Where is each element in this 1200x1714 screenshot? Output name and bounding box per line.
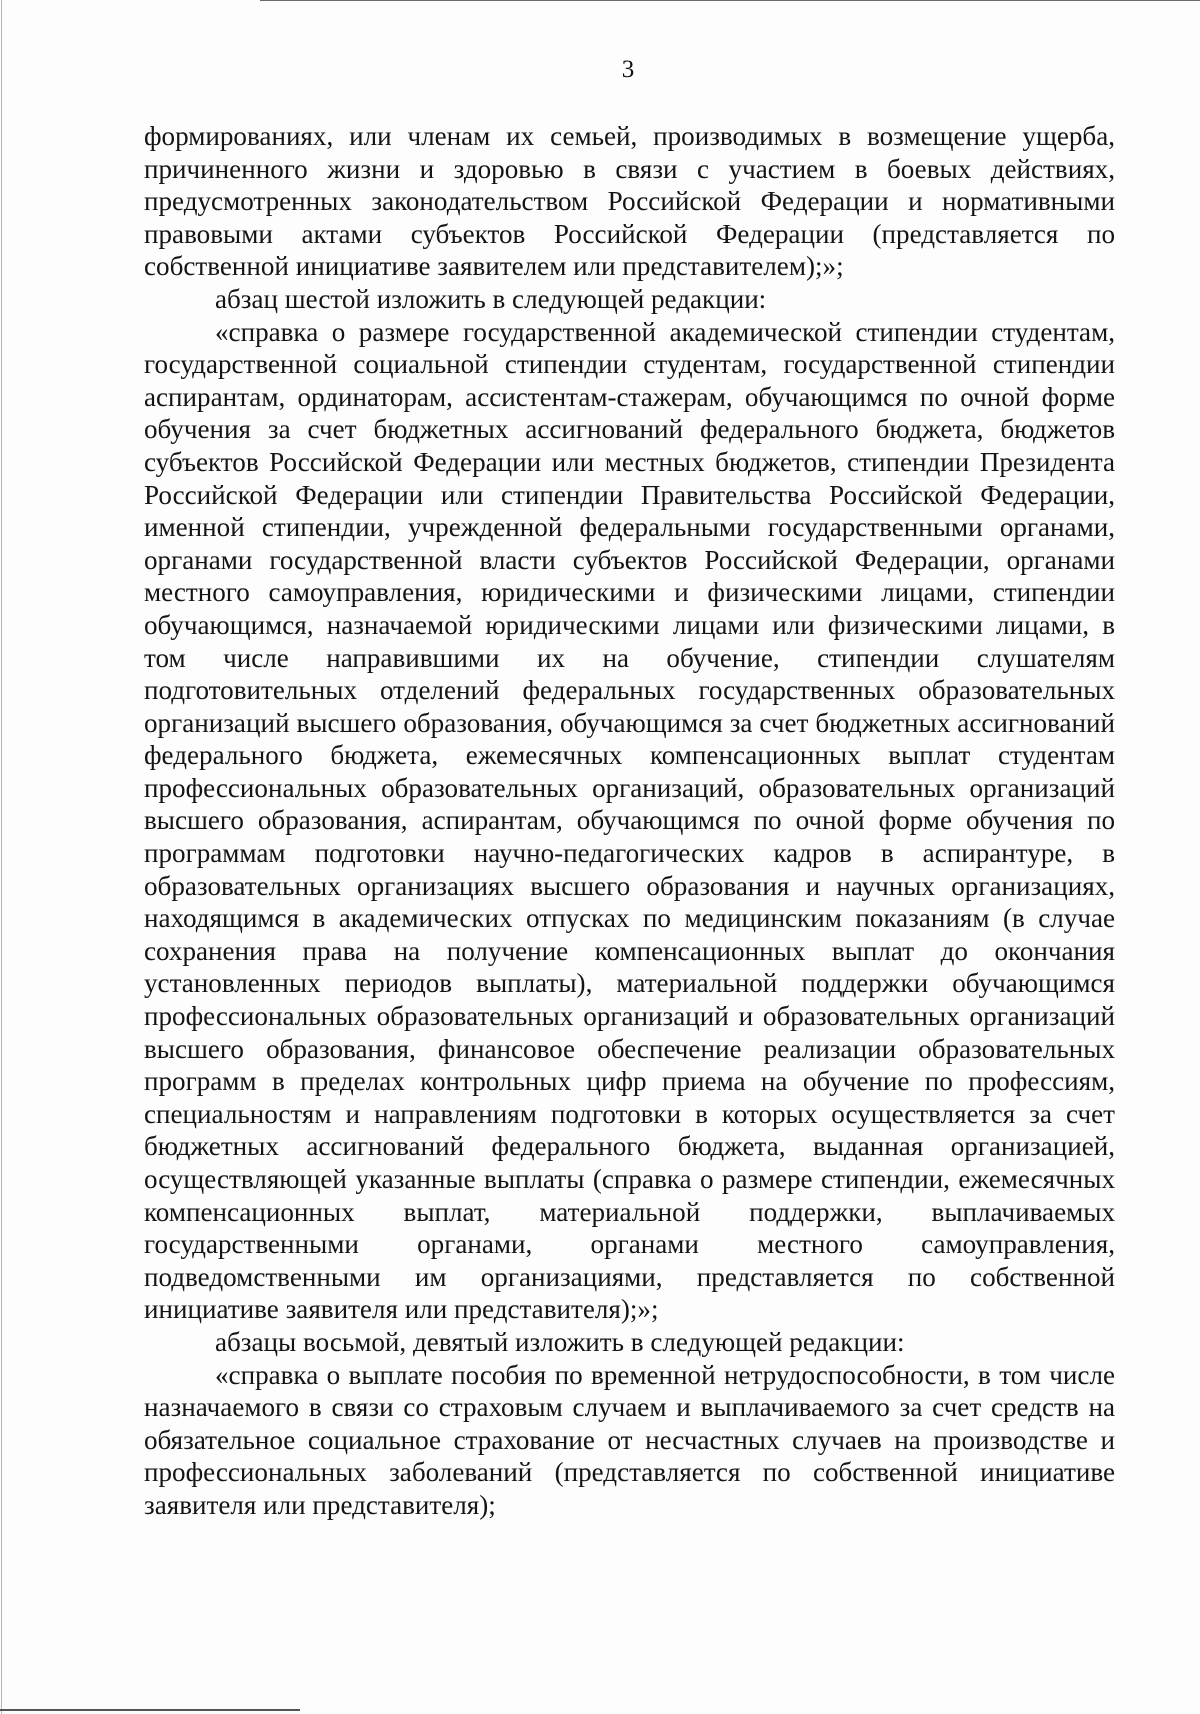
document-body	[144, 120, 1115, 1522]
paragraph-1: формированиях, или членам их семьей, производимых в возмещение ущерба, причиненного жизни и здоровью в связи с участием в боевых действиях, предусмотренных законодательством Российской Федерации и нормативными правовыми актами субъектов Российской Федерации (представляется по собственной инициативе заявителем или представителем);»;	[144, 121, 1115, 282]
paragraph-4: абзацы восьмой, девятый изложить в следующей редакции:	[215, 1326, 905, 1357]
scan-edge-left	[1, 0, 2, 1714]
scan-edge-bottom	[0, 1709, 300, 1711]
paragraph-5: «справка о выплате пособия по временной нетрудоспособности, в том числе назначаемого в связи со страховым случаем и выплачиваемого за счет средств на обязательное социальное страхование от несчастных случаев на производстве и профессиональных заболеваний (представляется по собственной инициативе заявителя или представителя);	[144, 1359, 1115, 1520]
paragraph-3: «справка о размере государственной академической стипендии студентам, государственной социальной стипендии студентам, государственной стипендии аспирантам, ординаторам, ассистентам-стажерам, обучающимся по очной форме обучения за счет бюджетных ассигнований федерального бюджета, бюджетов субъектов Российской Федерации или местных бюджетов, стипендии Президента Российской Федерации или стипендии Правительства Российской Федерации, именной стипендии, учрежденной федеральными государственными органами, органами государственной власти субъектов Российской Федерации, органами местного самоуправления, юридическими и физическими лицами, стипендии обучающимся, назначаемой юридическими лицами или физическими лицами, в том числе направившими их на обучение, стипендии слушателям подготовительных отделений федеральных государственных образовательных организаций высшего образования, обучающимся за счет бюджетных ассигнований федерального бюджета, ежемесячных компенсационных выплат студентам профессиональных образовательных организаций, образовательных организаций высшего образования, аспирантам, обучающимся по очной форме обучения по программам подготовки научно-педагогических кадров в аспирантуре, в образовательных организациях высшего образования и научных организациях, находящимся в академических отпусках по медицинским показаниям (в случае сохранения права на получение компенсационных выплат до окончания установленных периодов выплаты), материальной поддержки обучающимся профессиональных образовательных организаций и образовательных организаций высшего образования, финансовое обеспечение реализации образовательных программ в пределах контрольных цифр приема на обучение по профессиям, специальностям и направлениям подготовки в которых осуществляется за счет бюджетных ассигнований федерального бюджета, выданная организацией, осуществляющей указанные выплаты (справка о размере стипендии, ежемесячных компенсационных выплат, материальной поддержки, выплачиваемых государственными органами, органами местного самоуправления, подведомственными им организациями, представляется по собственной инициативе заявителя или представителя);»;	[144, 316, 1115, 1325]
scan-edge-top	[260, 0, 1200, 1]
page-number: 3	[621, 56, 635, 83]
paragraph-2: абзац шестой изложить в следующей редакции:	[215, 283, 767, 314]
